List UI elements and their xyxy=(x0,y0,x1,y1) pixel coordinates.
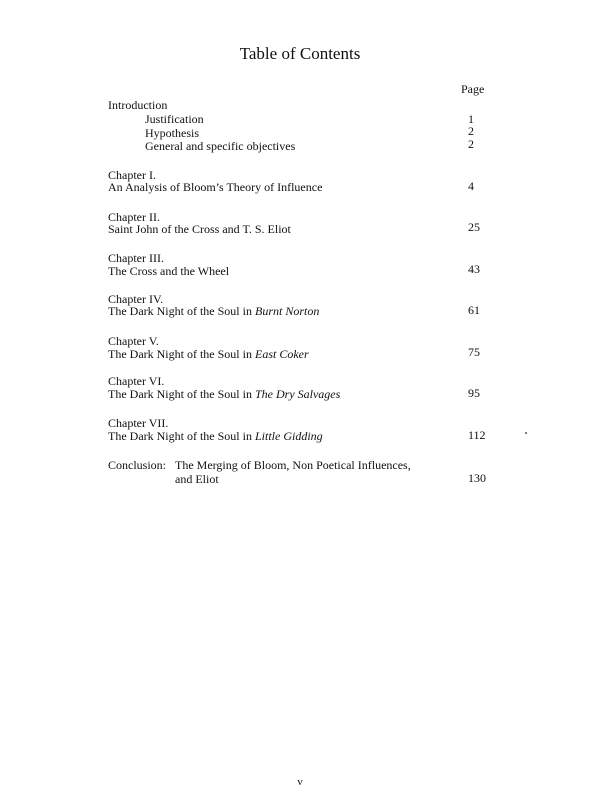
work-title: East Coker xyxy=(254,347,309,361)
chapter-title: The Dark Night of the Soul in xyxy=(108,304,255,318)
work-title: The Dry Salvages xyxy=(254,387,341,401)
toc-item-chapter-2[interactable] xyxy=(108,222,291,237)
toc-page-number: 4 xyxy=(468,179,474,193)
toc-item-justification[interactable]: Justification xyxy=(145,112,204,126)
toc-item-chapter-6[interactable] xyxy=(108,387,340,402)
toc-page-number: 25 xyxy=(468,220,480,234)
work-title: Burnt Norton xyxy=(254,304,320,318)
chapter-number: Chapter V. xyxy=(108,334,159,348)
toc-page-number: 43 xyxy=(468,262,480,276)
chapter-number: Chapter I. xyxy=(108,168,156,182)
chapter-title: The Cross and the Wheel xyxy=(108,264,230,278)
work-title: Little Gidding xyxy=(254,429,323,443)
toc-item-objectives[interactable]: General and specific objectives xyxy=(145,139,296,153)
toc-page-number: 2 xyxy=(468,124,474,138)
footer-page-number: v xyxy=(297,776,303,788)
chapter-title: An Analysis of Bloom’s Theory of Influence xyxy=(108,180,323,194)
chapter-number: Chapter IV. xyxy=(108,292,164,306)
conclusion-label: Conclusion: xyxy=(108,458,167,472)
chapter-title: The Dark Night of the Soul in xyxy=(108,347,255,361)
toc-item-chapter-7[interactable] xyxy=(108,429,323,444)
toc-page-number: 1 xyxy=(468,112,474,126)
toc-item-chapter-5[interactable] xyxy=(108,347,309,362)
chapter-number: Chapter II. xyxy=(108,210,160,224)
page-title: Table of Contents xyxy=(239,44,361,63)
page-column-label: Page xyxy=(461,82,485,96)
toc-item-chapter-4[interactable] xyxy=(108,304,319,319)
toc-page-number: 130 xyxy=(468,471,486,485)
toc-page-number: 2 xyxy=(468,137,474,151)
toc-page-number: 95 xyxy=(468,386,480,400)
chapter-title: Saint John of the Cross and T. S. Eliot xyxy=(108,222,291,236)
toc-item-conclusion[interactable]: The Merging of Bloom, Non Poetical Influences, xyxy=(175,458,411,472)
toc-page-number: 112 xyxy=(468,428,486,442)
chapter-number: Chapter VII. xyxy=(108,416,169,430)
scan-speck xyxy=(525,432,527,434)
chapter-title: The Dark Night of the Soul in xyxy=(108,429,255,443)
chapter-number: Chapter III. xyxy=(108,251,164,265)
toc-item-chapter-1[interactable] xyxy=(108,180,322,195)
toc-page-number: 75 xyxy=(468,345,480,359)
toc-page-number: 61 xyxy=(468,303,480,317)
chapter-number: Chapter VI. xyxy=(108,374,165,388)
introduction-heading: Introduction xyxy=(108,98,168,112)
toc-item-chapter-3[interactable] xyxy=(108,264,229,279)
chapter-title: The Dark Night of the Soul in xyxy=(108,387,255,401)
conclusion-title-continued: and Eliot xyxy=(175,472,219,486)
toc-item-hypothesis[interactable]: Hypothesis xyxy=(145,126,199,140)
